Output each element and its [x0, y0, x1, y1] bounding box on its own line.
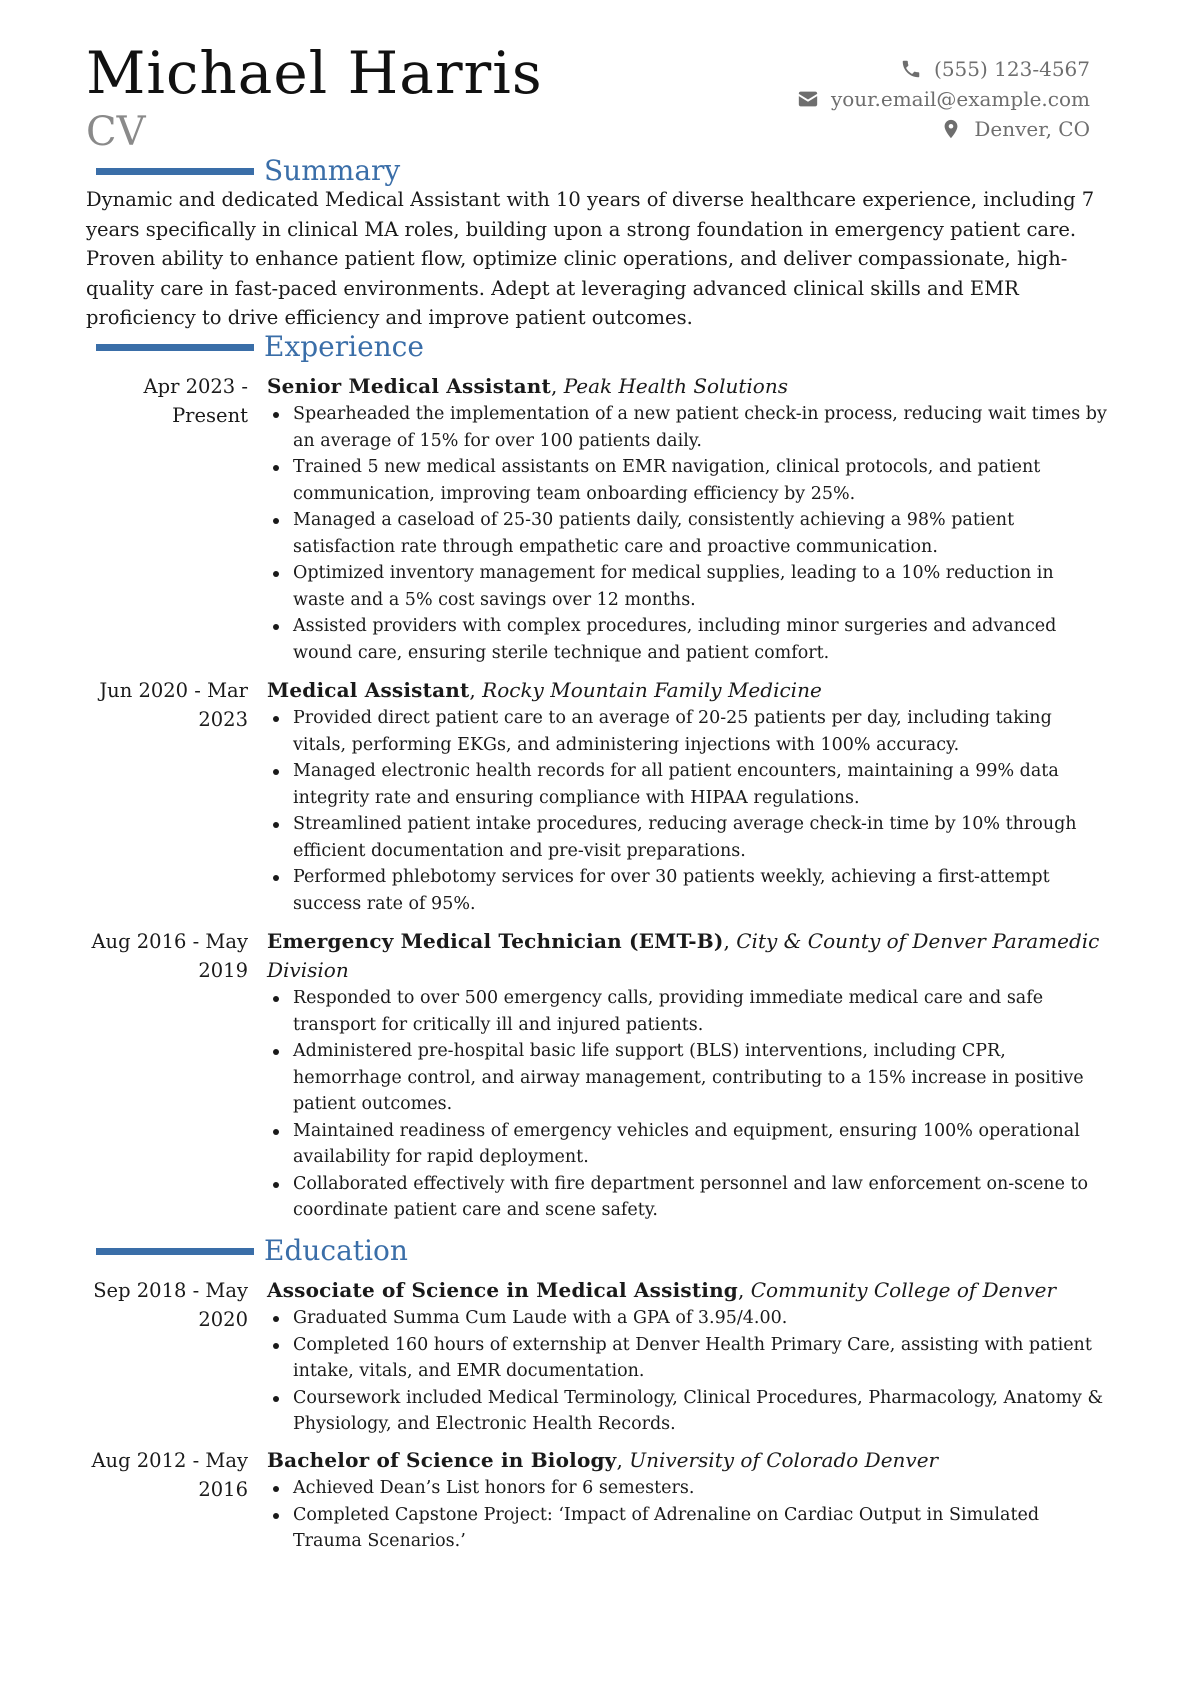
- list-item: Completed Capstone Project: ‘Impact of Adrenaline on Cardiac Output in Simulated Trauma Scenarios.’: [267, 1502, 1107, 1555]
- list-item: Managed electronic health records for all patient encounters, maintaining a 99% data integrity rate and ensuring compliance with HIPAA regulations.: [267, 758, 1107, 811]
- entry-heading: Bachelor of Science in Biology, University of Colorado Denver: [267, 1448, 939, 1472]
- list-item: Provided direct patient care to an average of 20-25 patients per day, including taking vitals, performing EKGs, and administering injections with 100% accuracy.: [267, 705, 1107, 758]
- entry-body: [267, 676, 1107, 917]
- contact-block: [797, 54, 1090, 144]
- section-accent-bar: [96, 344, 254, 351]
- list-item: Administered pre-hospital basic life support (BLS) interventions, including CPR, hemorrhage control, and airway management, contributing to a 15% increase in positive patient outcomes.: [267, 1038, 1107, 1118]
- list-item: Achieved Dean’s List honors for 6 semesters.: [267, 1475, 1107, 1502]
- contact-location: [797, 114, 1090, 144]
- entry-organization: City & County of Denver Paramedic Division: [267, 929, 1100, 982]
- list-item: Assisted providers with complex procedures, including minor surgeries and advanced wound care, ensuring sterile technique and patient comfort.: [267, 613, 1107, 666]
- entry-date: Jun 2020 - Mar 2023: [99, 679, 248, 731]
- entry-bullets: [267, 705, 1107, 917]
- list-item: Completed 160 hours of externship at Denver Health Primary Care, assisting with patient intake, vitals, and EMR documentation.: [267, 1332, 1107, 1385]
- experience-section-header: [96, 330, 424, 363]
- entry-organization: University of Colorado Denver: [629, 1448, 939, 1472]
- email-text[interactable]: your.email@example.com: [830, 87, 1090, 111]
- list-item: Managed a caseload of 25-30 patients daily, consistently achieving a 98% patient satisfaction rate through empathetic care and proactive communication.: [267, 507, 1107, 560]
- list-item: Optimized inventory management for medical supplies, leading to a 10% reduction in waste and a 5% cost savings over 12 months.: [267, 560, 1107, 613]
- experience-title: Experience: [264, 330, 424, 363]
- summary-title: Summary: [264, 154, 401, 187]
- list-item: Graduated Summa Cum Laude with a GPA of 3.95/4.00.: [267, 1305, 1107, 1332]
- education-section-header: [96, 1234, 408, 1267]
- list-item: Maintained readiness of emergency vehicles and equipment, ensuring 100% operational availability for rapid deployment.: [267, 1118, 1107, 1171]
- entry-heading: Senior Medical Assistant, Peak Health Solutions: [267, 374, 788, 398]
- entry-role: Medical Assistant: [267, 678, 470, 702]
- entry-heading: Associate of Science in Medical Assisting, Community College of Denver: [267, 1278, 1057, 1302]
- section-accent-bar: [96, 1248, 254, 1255]
- entry-bullets: [267, 401, 1107, 666]
- entry-heading: Emergency Medical Technician (EMT-B), City & County of Denver Paramedic Division: [267, 929, 1100, 982]
- entry-bullets: [267, 1305, 1107, 1438]
- entry-date: Aug 2016 - May 2019: [91, 930, 248, 982]
- summary-text: Dynamic and dedicated Medical Assistant with 10 years of diverse healthcare experience, including 7 years specifically in clinical MA roles, building upon a strong foundation in emergency patient care. Proven ability to enhance patient flow, optimize clinic operations, and deliver compassionate, high-quality care in fast-paced environments. Adept at leveraging advanced clinical skills and EMR proficiency to drive efficiency and improve patient outcomes.: [86, 188, 1095, 329]
- phone-icon: [900, 58, 922, 80]
- education-title: Education: [264, 1234, 408, 1267]
- entry-body: [267, 1446, 1107, 1555]
- summary-section-header: [96, 154, 401, 187]
- map-pin-icon: [940, 118, 962, 140]
- entry-bullets: [267, 1475, 1107, 1555]
- candidate-name: Michael Harris: [86, 39, 543, 107]
- entry-role: Bachelor of Science in Biology: [267, 1448, 617, 1472]
- entry-body: [267, 372, 1107, 666]
- entry-body: [267, 927, 1107, 1224]
- entry-heading: Medical Assistant, Rocky Mountain Family Medicine: [267, 678, 822, 702]
- entry-organization: Peak Health Solutions: [563, 374, 788, 398]
- phone-text[interactable]: (555) 123-4567: [934, 57, 1090, 81]
- entry-body: [267, 1276, 1107, 1438]
- section-accent-bar: [96, 168, 254, 175]
- list-item: Performed phlebotomy services for over 30 patients weekly, achieving a first-attempt success rate of 95%.: [267, 864, 1107, 917]
- entry-date: Sep 2018 - May 2020: [93, 1279, 248, 1331]
- list-item: Collaborated effectively with fire department personnel and law enforcement on-scene to coordinate patient care and scene safety.: [267, 1171, 1107, 1224]
- entry-date: Aug 2012 - May 2016: [91, 1449, 248, 1501]
- entry-bullets: [267, 985, 1107, 1224]
- entry-role: Associate of Science in Medical Assisting: [267, 1278, 738, 1302]
- contact-email: [797, 84, 1090, 114]
- entry-date: Apr 2023 - Present: [143, 375, 248, 427]
- list-item: Streamlined patient intake procedures, reducing average check-in time by 10% through efficient documentation and pre-visit preparations.: [267, 811, 1107, 864]
- contact-phone: [797, 54, 1090, 84]
- envelope-icon: [797, 88, 819, 110]
- entry-role: Emergency Medical Technician (EMT-B): [267, 929, 724, 953]
- entry-organization: Community College of Denver: [750, 1278, 1057, 1302]
- entry-role: Senior Medical Assistant: [267, 374, 551, 398]
- list-item: Responded to over 500 emergency calls, providing immediate medical care and safe transport for critically ill and injured patients.: [267, 985, 1107, 1038]
- list-item: Trained 5 new medical assistants on EMR navigation, clinical protocols, and patient communication, improving team onboarding efficiency by 25%.: [267, 454, 1107, 507]
- list-item: Coursework included Medical Terminology, Clinical Procedures, Pharmacology, Anatomy & Physiology, and Electronic Health Records.: [267, 1385, 1107, 1438]
- entry-organization: Rocky Mountain Family Medicine: [482, 678, 822, 702]
- document-subtitle: CV: [86, 109, 146, 155]
- list-item: Spearheaded the implementation of a new patient check-in process, reducing wait times by an average of 15% for over 100 patients daily.: [267, 401, 1107, 454]
- location-text: Denver, CO: [974, 117, 1090, 141]
